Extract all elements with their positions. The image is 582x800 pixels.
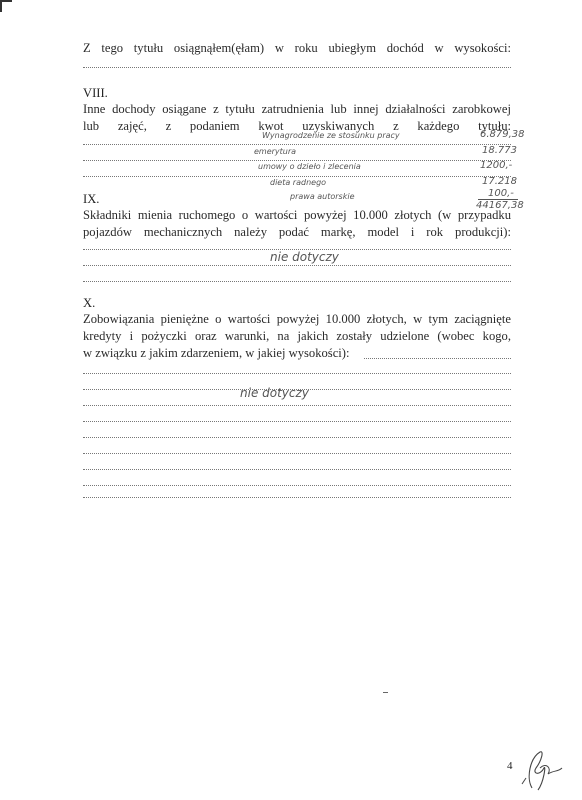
- section-10-line-2: kredyty i pożyczki oraz warunki, na jakich zostały udzielone (wobec kogo,: [83, 329, 511, 343]
- income-entry-amount: 100,-: [488, 188, 514, 199]
- income-entry-amount: 18.773: [482, 145, 517, 156]
- income-entry-amount: 6.879,38: [480, 129, 525, 140]
- section-9-heading: IX.: [83, 192, 100, 206]
- income-entry-text: prawa autorskie: [290, 192, 355, 201]
- section-8-line-1: Inne dochody osiągane z tytułu zatrudnienia lub innej działalności zarobkowej: [83, 102, 511, 116]
- dotted-line: [83, 66, 511, 68]
- section-9-line-2: pojazdów mechanicznych należy podać markę, model i rok produkcji):: [83, 225, 511, 239]
- section-8-line-2: lub zajęć, z podaniem kwot uzyskiwanych z każdego tytułu:: [83, 119, 511, 133]
- dotted-line: [83, 372, 511, 374]
- dotted-line: [83, 175, 511, 177]
- dotted-line: [83, 420, 511, 422]
- section-8-heading: VIII.: [83, 86, 108, 100]
- dotted-line: [83, 452, 511, 454]
- handwritten-not-applicable: nie dotyczy: [270, 250, 339, 264]
- dotted-line: [83, 143, 511, 145]
- section-10-line-3: w związku z jakim zdarzeniem, w jakiej wysokości):: [83, 346, 350, 360]
- income-entry-amount: 17.218: [482, 176, 517, 187]
- dotted-line: [83, 404, 511, 406]
- income-entry-text: Wynagrodzenie ze stosunku pracy: [262, 131, 400, 140]
- income-intro-line: Z tego tytułu osiągnąłem(ęłam) w roku ubiegłym dochód w wysokości:: [83, 41, 511, 55]
- section-10-heading: X.: [83, 296, 96, 310]
- dotted-line: [83, 159, 511, 161]
- page-number: 4: [507, 760, 513, 772]
- corner-mark: [0, 0, 12, 12]
- signature: [518, 738, 568, 798]
- section-9-line-1: Składniki mienia ruchomego o wartości powyżej 10.000 złotych (w przypadku: [83, 208, 511, 222]
- income-entry-text: umowy o dzieło i zlecenia: [258, 162, 361, 171]
- dotted-line: [364, 357, 511, 359]
- dotted-line: [83, 496, 511, 498]
- income-entry-text: emerytura: [254, 147, 297, 156]
- scan-mark: [383, 692, 388, 693]
- income-entry-amount: 1200,-: [480, 160, 513, 171]
- dotted-line: [83, 436, 511, 438]
- dotted-line: [83, 264, 511, 266]
- dotted-line: [83, 484, 511, 486]
- income-entry-text: dieta radnego: [270, 178, 327, 187]
- income-total: 44167,38: [476, 200, 524, 211]
- handwritten-not-applicable: nie dotyczy: [240, 386, 309, 400]
- dotted-line: [83, 468, 511, 470]
- dotted-line: [83, 280, 511, 282]
- section-10-line-1: Zobowiązania pieniężne o wartości powyżej 10.000 złotych, w tym zaciągnięte: [83, 312, 511, 326]
